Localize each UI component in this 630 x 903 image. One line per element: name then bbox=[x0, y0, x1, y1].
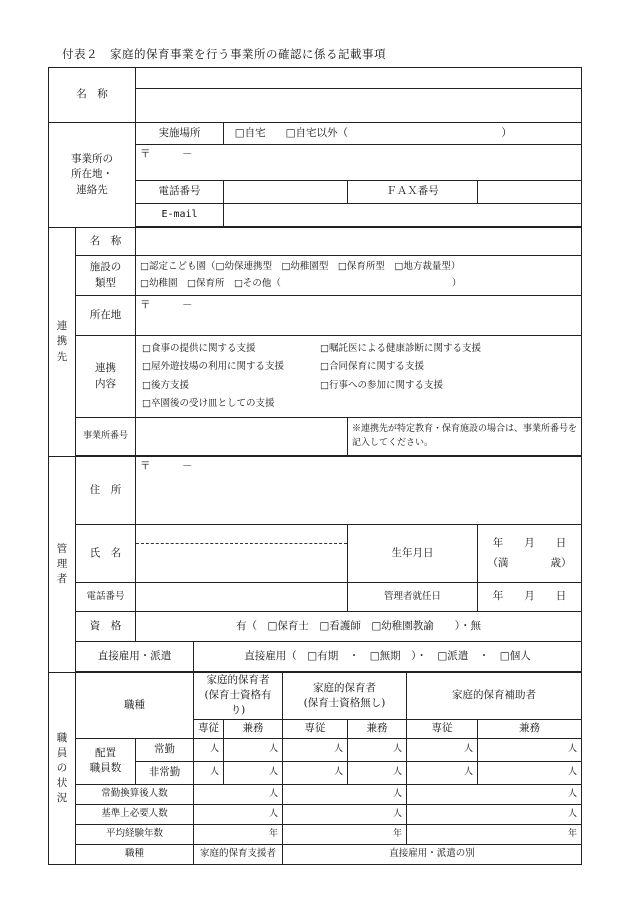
nonregular-u-full[interactable]: 人 bbox=[283, 761, 348, 784]
nonregular-label: 非常勤 bbox=[136, 761, 194, 784]
col-assistant-header: 家庭的保育補助者 bbox=[407, 673, 582, 720]
manager-phone-field[interactable] bbox=[136, 583, 348, 612]
facility-type-line1[interactable]: □認定こども園（□幼保連携型 □幼稚園型 □保育所型 □地方裁量型） bbox=[140, 260, 461, 272]
phone-label: 電話番号 bbox=[136, 181, 224, 204]
u-parttime-header: 兼務 bbox=[348, 719, 407, 738]
content-item-playground[interactable]: □屋外遊技場の利用に関する支援 bbox=[142, 361, 284, 373]
regular-label: 常勤 bbox=[136, 738, 194, 761]
office-number-label: 事業所番号 bbox=[76, 418, 136, 456]
form-table bbox=[48, 67, 582, 865]
manager-section-label: 管 理 者 bbox=[49, 457, 76, 673]
office-number-field[interactable] bbox=[136, 418, 348, 456]
content-item-post-graduation[interactable]: □卒園後の受け皿としての支援 bbox=[142, 397, 275, 409]
manager-phone-label: 電話番号 bbox=[76, 583, 136, 612]
staff-type-label: 職種 bbox=[76, 673, 194, 739]
regular-q-part[interactable]: 人 bbox=[224, 738, 283, 761]
fax-label: ＦＡＸ番号 bbox=[348, 181, 478, 204]
col-unqualified-header: 家庭的保育者 (保育士資格無し) bbox=[283, 673, 407, 720]
location-options[interactable]: □自宅 □自宅以外（ ） bbox=[224, 123, 582, 145]
support-col-header: 家庭的保育支援者 bbox=[194, 844, 283, 864]
facility-type-label: 施設の 類型 bbox=[76, 256, 136, 296]
manager-name-field[interactable] bbox=[136, 525, 348, 583]
content-options[interactable] bbox=[136, 336, 582, 418]
nonregular-u-part[interactable]: 人 bbox=[348, 761, 407, 784]
start-date-label: 管理者就任日 bbox=[348, 583, 478, 612]
name-field[interactable] bbox=[136, 89, 582, 123]
regular-a-part[interactable]: 人 bbox=[478, 738, 582, 761]
fte-a[interactable]: 人 bbox=[407, 784, 582, 804]
manager-address-field[interactable]: 〒 － bbox=[136, 457, 582, 525]
content-label: 連携 内容 bbox=[76, 336, 136, 418]
office-section-label: 事業所の 所在地・ 連絡先 bbox=[49, 123, 136, 228]
content-item-health-check[interactable]: □嘱託医による健康診断に関する支援 bbox=[320, 343, 481, 355]
fte-q[interactable]: 人 bbox=[194, 784, 283, 804]
partner-name-label: 名 称 bbox=[76, 228, 136, 256]
qualification-options[interactable]: 有（ □保育士 □看護師 □幼稚園教諭 ）・無 bbox=[136, 612, 582, 642]
start-date-field[interactable]: 年 月 日 bbox=[478, 583, 582, 612]
home-checkbox[interactable]: □自宅 bbox=[234, 126, 266, 139]
nonregular-a-part[interactable]: 人 bbox=[478, 761, 582, 784]
staff-count-label: 配置 職員数 bbox=[76, 738, 136, 784]
content-item-backup[interactable]: □後方支援 bbox=[142, 379, 189, 391]
required-label: 基準上必要人数 bbox=[76, 804, 194, 824]
partner-section-label: 連 携 先 bbox=[49, 228, 76, 457]
name-label: 名 称 bbox=[49, 68, 136, 123]
a-parttime-header: 兼務 bbox=[478, 719, 582, 738]
facility-type-options[interactable] bbox=[136, 256, 582, 296]
required-a[interactable]: 人 bbox=[407, 804, 582, 824]
partner-address-label: 所在地 bbox=[76, 296, 136, 336]
employment-options[interactable]: 直接雇用（ □有期 ・ □無期 ）・ □派遣 ・ □個人 bbox=[194, 642, 582, 672]
col-qualified-header: 家庭的保育者 (保育士資格有り) bbox=[194, 673, 283, 720]
document-title: 付表２ 家庭的保育事業を行う事業所の確認に係る記載事項 bbox=[62, 47, 386, 61]
avg-years-q[interactable]: 年 bbox=[194, 824, 283, 844]
required-u[interactable]: 人 bbox=[283, 804, 407, 824]
birth-label: 生年月日 bbox=[348, 525, 478, 583]
manager-name-label: 氏 名 bbox=[76, 525, 136, 583]
avg-years-label: 平均経験年数 bbox=[76, 824, 194, 844]
content-item-meals[interactable]: □食事の提供に関する支援 bbox=[142, 343, 256, 355]
manager-address-label: 住 所 bbox=[76, 457, 136, 525]
regular-u-full[interactable]: 人 bbox=[283, 738, 348, 761]
qualification-label: 資 格 bbox=[76, 612, 136, 642]
nonregular-q-part[interactable]: 人 bbox=[224, 761, 283, 784]
phone-field[interactable] bbox=[224, 181, 348, 204]
content-item-joint-care[interactable]: □合同保育に関する支援 bbox=[320, 361, 424, 373]
regular-q-full[interactable]: 人 bbox=[194, 738, 224, 761]
email-label: E-mail bbox=[136, 204, 224, 227]
a-fulltime-header: 専従 bbox=[407, 719, 478, 738]
fte-u[interactable]: 人 bbox=[283, 784, 407, 804]
avg-years-a[interactable]: 年 bbox=[407, 824, 582, 844]
partner-name-field[interactable] bbox=[136, 228, 582, 256]
required-q[interactable]: 人 bbox=[194, 804, 283, 824]
avg-years-u[interactable]: 年 bbox=[283, 824, 407, 844]
partner-address-field[interactable]: 〒 － bbox=[136, 296, 582, 336]
fax-field[interactable] bbox=[478, 181, 582, 204]
facility-type-line2[interactable]: □幼稚園 □保育所 □その他（ ） bbox=[140, 277, 462, 289]
office-number-note: ※連携先が特定教育・保育施設の場合は、事業所番号を記入してください。 bbox=[348, 418, 582, 456]
u-fulltime-header: 専従 bbox=[283, 719, 348, 738]
staff-section-label: 職 員 の 状 況 bbox=[49, 673, 76, 865]
office-address-field[interactable]: 〒 － bbox=[136, 145, 582, 181]
fte-label: 常勤換算後人数 bbox=[76, 784, 194, 804]
other-checkbox[interactable]: □自宅以外（ bbox=[285, 126, 349, 139]
q-parttime-header: 兼務 bbox=[224, 719, 283, 738]
birth-field[interactable]: 年 月 日 （満 歳） bbox=[478, 525, 582, 583]
location-label: 実施場所 bbox=[136, 123, 224, 145]
nonregular-a-full[interactable]: 人 bbox=[407, 761, 478, 784]
q-fulltime-header: 専従 bbox=[194, 719, 224, 738]
employment-col-header: 直接雇用・派遣の別 bbox=[283, 844, 582, 864]
regular-u-part[interactable]: 人 bbox=[348, 738, 407, 761]
email-field[interactable] bbox=[224, 204, 582, 227]
nonregular-q-full[interactable]: 人 bbox=[194, 761, 224, 784]
support-type-label: 職種 bbox=[76, 844, 194, 864]
content-item-events[interactable]: □行事への参加に関する支援 bbox=[320, 379, 443, 391]
name-furigana-field[interactable] bbox=[136, 68, 582, 89]
employment-label: 直接雇用・派遣 bbox=[76, 642, 194, 672]
regular-a-full[interactable]: 人 bbox=[407, 738, 478, 761]
